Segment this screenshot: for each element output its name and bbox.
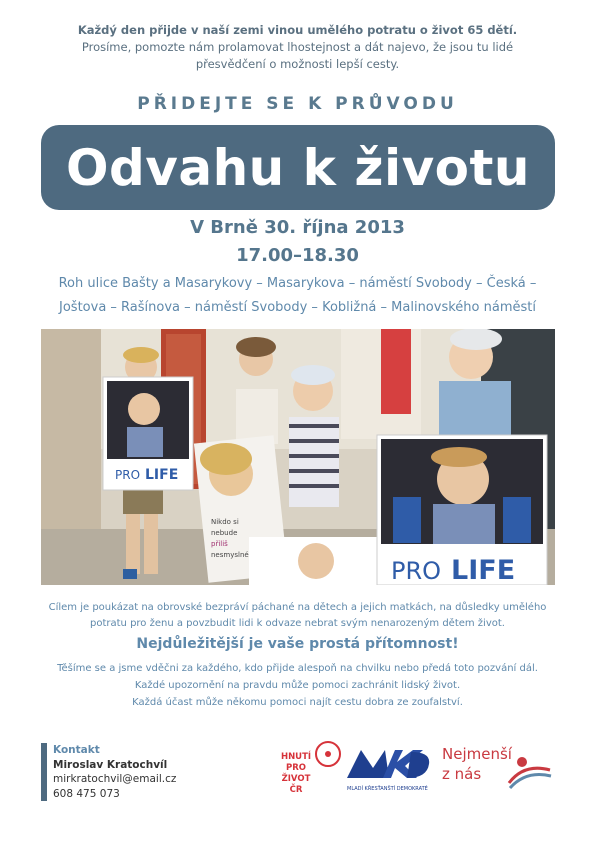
- sign-right-pro: PRO: [391, 557, 442, 585]
- page-title: Odvahu k životu: [65, 138, 531, 197]
- svg-text:nesmyslné: nesmyslné: [211, 551, 249, 559]
- thanks-line: Každé upozornění na pravdu může pomoci zachránit lidský život.: [134, 680, 461, 691]
- route-line: Joštova – Rašínova – náměstí Svobody – Kobližná – Malinovského náměstí: [59, 300, 536, 315]
- route-line: Roh ulice Bašty a Masarykovy – Masarykova – náměstí Svobody – Česká –: [58, 276, 537, 291]
- intro-line: přesvědčení o možnosti lepší cesty.: [195, 57, 400, 71]
- title-banner: [41, 125, 555, 210]
- nejmensi-logo-mark: [504, 748, 554, 798]
- mkd-logo-mark: [345, 742, 433, 794]
- goal-line: Cílem je poukázat na obrovské bezpráví páchané na dětech a jejich matkách, na důsledky umělého: [48, 602, 547, 613]
- contact-label: Kontakt: [53, 744, 100, 756]
- prolife-sign-left: [103, 377, 193, 490]
- prolife-sign-right: [377, 435, 547, 585]
- intro-text: [30, 22, 565, 73]
- mkd-caption: MLADÍ KŘESŤANŠTÍ DEMOKRATÉ: [347, 786, 428, 792]
- nejmensi-z-nas-logo: [440, 740, 555, 795]
- svg-text:nebude: nebude: [211, 529, 238, 537]
- svg-text:Nikdo si: Nikdo si: [211, 518, 239, 526]
- thanks-line: Těšíme se a jsme vděčni za každého, kdo přijde alespoň na chvilku nebo předá toto pozvání dál.: [57, 663, 538, 674]
- intro-lead: Každý den přijde v naší zemi vinou umělého potratu o život 65 dětí.: [77, 23, 518, 37]
- hnuti-pro-zivot-logo: [278, 738, 346, 796]
- contact-email[interactable]: mirkratochvil@email.cz: [53, 773, 177, 785]
- hnuti-logo-mark: [314, 738, 344, 778]
- sign-left-pro: PRO: [115, 468, 141, 482]
- intro-line: Prosíme, pomozte nám prolamovat lhostejnost a dát najevo, že jsou tu lidé: [81, 40, 514, 54]
- goal-line: potratu pro ženu a povzbudit lidi k odvaze nebrat svým nenarozeným dětem život.: [90, 618, 505, 629]
- event-time: 17.00–18.30: [236, 245, 359, 266]
- event-date: V Brně 30. října 2013: [190, 217, 405, 238]
- sign-right-life: LIFE: [451, 555, 516, 585]
- hnuti-logo-text: HNUTÍ PRO ŽIVOT ČR: [280, 752, 312, 795]
- contact-phone: 608 475 073: [53, 787, 120, 800]
- event-photo: [41, 329, 555, 585]
- mkd-logo: [345, 742, 433, 794]
- important-heading: Nejdůležitější je vaše prostá přítomnost!: [136, 636, 459, 652]
- join-heading: PŘIDEJTE SE K PRŮVODU: [137, 94, 458, 114]
- thanks-text: [30, 660, 565, 711]
- contact-name: Miroslav Kratochvíl: [53, 758, 168, 771]
- goal-text: [30, 600, 565, 632]
- sign-left-life: LIFE: [145, 467, 179, 483]
- route-text: [30, 272, 565, 320]
- nejmensi-logo-text: Nejmenší z nás: [442, 745, 512, 783]
- children-with-signs-image: [41, 329, 555, 585]
- thanks-line: Každá účast může někomu pomoci najít cestu dobra ze zoufalství.: [132, 697, 463, 708]
- svg-text:přiliš: přiliš: [211, 540, 228, 548]
- contact-block: [41, 743, 176, 801]
